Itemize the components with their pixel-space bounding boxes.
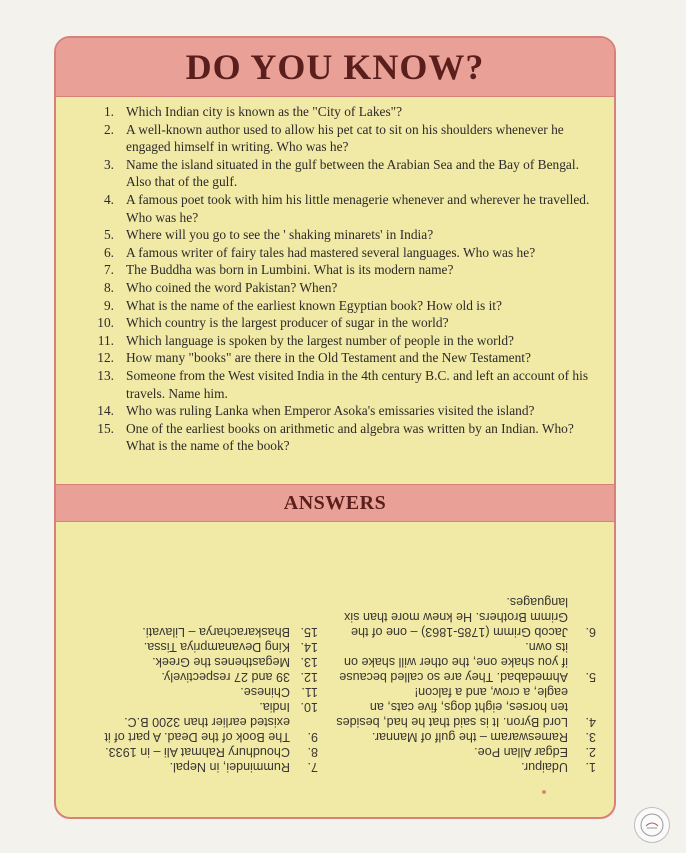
question-number: 3.	[103, 156, 114, 172]
answer-text: Edgar Allan Poe.	[474, 745, 568, 759]
question-text: Which Indian city is known as the "City of Lakes"?	[126, 104, 403, 119]
answer-item	[68, 624, 318, 639]
answer-item	[68, 639, 318, 654]
questions-list	[56, 97, 614, 455]
question-number: 11.	[97, 332, 114, 348]
question-number: 13.	[97, 367, 114, 383]
answer-item	[68, 714, 318, 744]
question-text: Someone from the West visited India in the 4th century B.C. and left an account of his travels. Name him.	[126, 367, 589, 401]
answers-banner	[56, 484, 614, 522]
answer-number: 3.	[585, 730, 596, 744]
question-item	[74, 420, 596, 455]
question-item	[74, 314, 596, 332]
answer-text: India.	[259, 700, 290, 714]
answer-number: 12.	[300, 670, 318, 684]
answer-number: 7.	[307, 760, 318, 774]
question-text: Where will you go to see the ' shaking minarets' in India?	[126, 227, 434, 243]
answer-text: 39 and 27 respectively.	[161, 670, 290, 684]
question-item	[74, 191, 596, 226]
title-banner	[56, 38, 614, 97]
answer-text: Bhaskaracharya – Lilavati.	[142, 625, 290, 639]
answer-number: 2.	[585, 745, 596, 759]
answer-text: Ahmedabad. They are so called because if you shake one, the other will shake on its own.	[339, 640, 568, 684]
question-number: 8.	[103, 279, 114, 295]
answer-number: 4.	[585, 715, 596, 729]
answer-number: 13.	[300, 655, 318, 669]
answer-item	[68, 669, 318, 684]
question-item	[74, 349, 596, 367]
question-text: Name the island situated in the gulf between the Arabian Sea and the Bay of Bengal. Also that of the gulf.	[126, 156, 579, 190]
question-text: Which country is the largest producer of sugar in the world?	[126, 315, 449, 331]
answer-item	[68, 744, 318, 759]
answer-item	[336, 639, 596, 684]
answer-text: King Devanampriya Tissa.	[143, 640, 290, 654]
answer-item	[336, 744, 596, 759]
question-text: Who was ruling Lanka when Emperor Asoka's emissaries visited the island?	[126, 403, 535, 419]
answer-text: The Book of the Dead. A part of it existed earlier than 3200 B.C.	[104, 715, 290, 744]
question-item	[74, 297, 596, 315]
question-item	[74, 402, 596, 420]
watermark-seal-icon	[634, 807, 670, 843]
answers-column-left	[336, 594, 596, 774]
answer-item	[336, 684, 596, 729]
answer-number: 5.	[585, 670, 596, 684]
answer-text: Rameswaram – the gulf of Mannar.	[372, 730, 568, 744]
question-item	[74, 279, 596, 297]
seal-mark-icon	[639, 812, 665, 838]
question-number: 14.	[97, 403, 114, 419]
answer-number: 9.	[307, 730, 318, 744]
question-text: Which language is spoken by the largest number of people in the world?	[126, 332, 514, 348]
answer-item	[336, 729, 596, 744]
answer-item	[336, 594, 596, 639]
answer-number: 15.	[300, 625, 318, 639]
answer-item	[68, 759, 318, 774]
question-text: What is the name of the earliest known Egyptian book? How old is it?	[126, 297, 502, 313]
answer-item	[68, 684, 318, 699]
answers-heading: ANSWERS	[283, 491, 387, 514]
answer-text: Megasthenes the Greek.	[152, 655, 290, 669]
question-number: 9.	[103, 297, 114, 313]
question-number: 10.	[97, 315, 114, 331]
answer-item	[68, 654, 318, 669]
answer-text: Lord Byron. It is said that he had, besides ten horses, eight dogs, five cats, an eagle, a crow, and a falcon!	[336, 685, 568, 729]
answer-number: 14.	[300, 640, 318, 654]
question-text: A famous poet took with him his little menagerie whenever and wherever he travelled. Who was he?	[126, 191, 590, 225]
question-number: 6.	[103, 244, 114, 260]
answers-upside-down	[56, 520, 614, 819]
answer-number: 10.	[300, 700, 318, 714]
question-item	[74, 156, 596, 191]
print-speck	[542, 790, 546, 794]
question-number: 15.	[97, 420, 114, 436]
answer-text: Chinese.	[240, 685, 290, 699]
quiz-card	[54, 36, 616, 819]
question-number: 4.	[103, 191, 114, 207]
answers-section	[56, 520, 614, 819]
answer-number: 11.	[301, 685, 318, 699]
question-item	[74, 367, 596, 402]
answer-number: 8.	[307, 745, 318, 759]
question-item	[74, 261, 596, 279]
question-text: A well-known author used to allow his pet cat to sit on his shoulders whenever he engaged himself in writing. Who was he?	[126, 121, 564, 155]
question-text: How many "books" are there in the Old Testament and the New Testament?	[126, 350, 531, 366]
question-number: 5.	[103, 227, 114, 243]
answer-item	[336, 759, 596, 774]
answer-text: Jacob Grimm (1785-1863) – one of the Grimm Brothers. He knew more than six languages.	[344, 595, 568, 639]
question-number: 7.	[103, 262, 114, 278]
answers-column-right	[68, 624, 318, 774]
answer-number: 6.	[585, 625, 596, 639]
question-text: One of the earliest books on arithmetic and algebra was written by an Indian. Who? What is the name of the book?	[126, 420, 574, 454]
question-text: The Buddha was born in Lumbini. What is its modern name?	[126, 262, 454, 278]
question-text: Who coined the word Pakistan? When?	[126, 279, 338, 295]
question-item	[74, 226, 596, 244]
question-item	[74, 121, 596, 156]
question-number: 2.	[103, 121, 114, 137]
answer-item	[68, 699, 318, 714]
answer-text: Choudhury Rahmat Ali – in 1933.	[105, 745, 290, 759]
answer-text: Udaipur.	[521, 760, 568, 774]
question-text: A famous writer of fairy tales had mastered several languages. Who was he?	[126, 244, 536, 260]
page-title: DO YOU KNOW?	[185, 47, 485, 87]
question-item	[74, 244, 596, 262]
question-item	[74, 332, 596, 350]
answer-text: Rummindei, in Nepal.	[169, 760, 290, 774]
question-number: 1.	[103, 104, 114, 119]
question-item	[74, 103, 596, 121]
answer-number: 1.	[585, 760, 596, 774]
question-number: 12.	[97, 350, 114, 366]
